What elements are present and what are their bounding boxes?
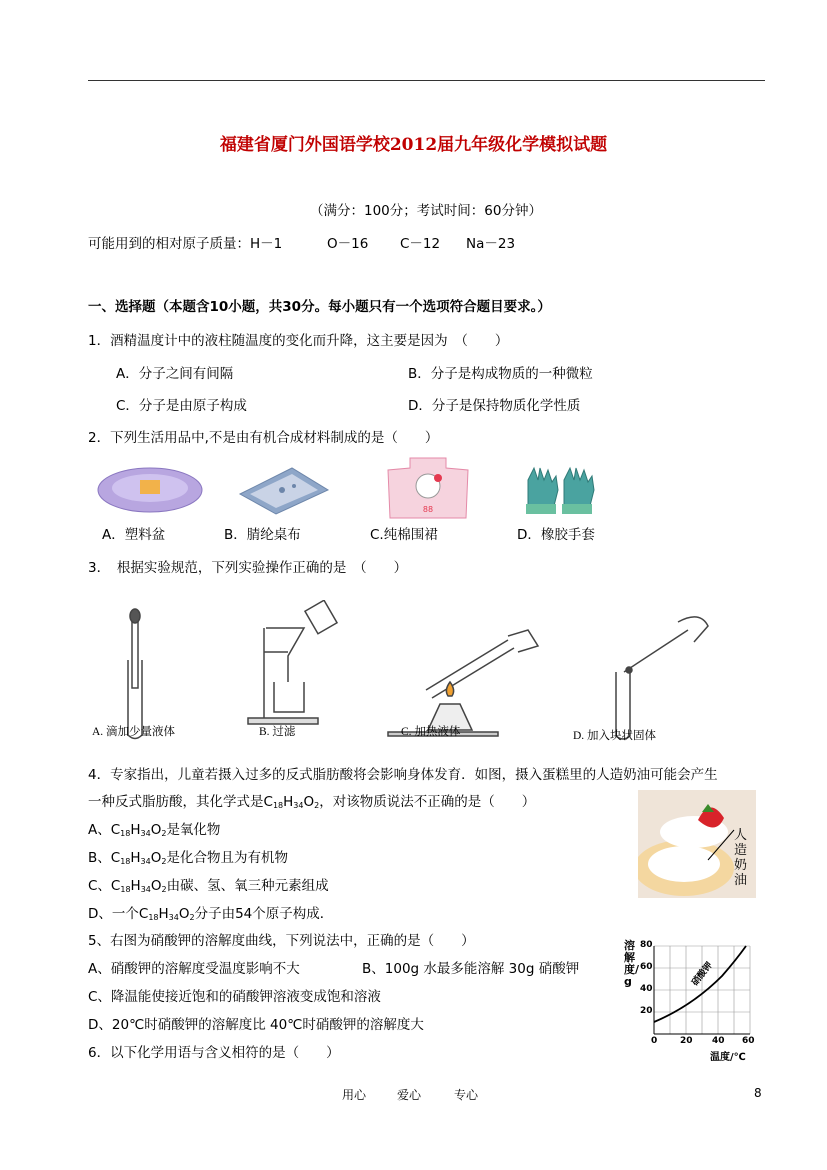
- q3-option-a: A. 滴加少量液体: [92, 726, 176, 738]
- curve-label: 硝酸钾: [690, 960, 715, 989]
- q5-option-d: D、20℃时硝酸钾的溶解度比 40℃时硝酸钾的溶解度大: [88, 1017, 424, 1033]
- x-tick-20: 20: [680, 1036, 693, 1046]
- q5-option-a: A、硝酸钾的溶解度受温度影响不大: [88, 961, 300, 977]
- y-tick-60: 60: [640, 962, 653, 972]
- header-rule: [88, 80, 765, 81]
- x-tick-40: 40: [712, 1036, 725, 1046]
- y-tick-80: 80: [640, 940, 653, 950]
- q4-option-d: D、一个$C_{18}H_{34}O_2$分子由54个原子构成．: [88, 906, 334, 922]
- footer-item-2: 爱心: [397, 1088, 422, 1102]
- q5-option-b: B、100g 水最多能溶解 30g 硝酸钾: [362, 961, 580, 977]
- exam-title: 福建省厦门外国语学校2012届九年级化学模拟试题: [219, 135, 608, 155]
- q5-stem: 5、右图为硝酸钾的溶解度曲线，下列说法中，正确的是（ ）: [88, 933, 475, 949]
- q1-option-d: D．分子是保持物质化学性质: [408, 398, 581, 414]
- cake-label: 人造奶油: [734, 828, 748, 888]
- section-heading: 一、选择题（本题含10小题，共30分。每小题只有一个选项符合题目要求。）: [88, 299, 551, 315]
- q4-option-a: A、$C_{18}H_{34}O_2$是氧化物: [88, 822, 221, 838]
- y-tick-40: 40: [640, 984, 653, 994]
- q1-option-c: C．分子是由原子构成: [116, 398, 247, 414]
- q2-option-d: D．橡胶手套: [517, 527, 595, 543]
- q2-option-a: A．塑料盆: [102, 527, 166, 543]
- plastic-basin-image: [96, 462, 204, 516]
- q3-option-d: D. 加入块状固体: [573, 730, 657, 742]
- y-tick-20: 20: [640, 1006, 653, 1016]
- q3-option-c: C. 加热液体: [401, 726, 461, 738]
- q2-option-c: C.纯棉围裙: [370, 527, 438, 543]
- page-number: 8: [754, 1086, 762, 1100]
- q1-stem: 1．酒精温度计中的液柱随温度的变化而升降，这主要是因为 （ ）: [88, 333, 509, 349]
- q4-stem-line1: 4．专家指出，儿童若摄入过多的反式脂肪酸将会影响身体发育．如图，摄入蛋糕里的人造奶油可能会产生: [88, 767, 718, 783]
- atomic-mass-na: Na－23: [466, 236, 516, 252]
- score-time: （满分：100分；考试时间：60分钟）: [310, 203, 542, 219]
- rubber-gloves-image: [520, 462, 602, 516]
- q2-stem: 2．下列生活用品中,不是由有机合成材料制成的是（ ）: [88, 430, 439, 446]
- cake-image: [638, 790, 756, 898]
- q4-option-b: B、$C_{18}H_{34}O_2$是化合物且为有机物: [88, 850, 288, 866]
- acrylic-tablecloth-image: [232, 462, 332, 517]
- q1-option-a: A．分子之间有间隔: [116, 366, 234, 382]
- q4-stem-line2: 一种反式脂肪酸，其化学式是$C_{18}H_{34}O_2$，对该物质说法不正确的是（ ）: [88, 794, 536, 810]
- svg-text:88: 88: [422, 505, 434, 514]
- solubility-chart: [622, 940, 762, 1062]
- q4-option-c: C、$C_{18}H_{34}O_2$由碳、氢、氧三种元素组成: [88, 878, 329, 894]
- atomic-mass-h: 可能用到的相对原子质量：H－1: [88, 236, 283, 252]
- atomic-mass-c: C－12: [400, 236, 441, 252]
- x-tick-60: 60: [742, 1036, 755, 1046]
- q6-stem: 6．以下化学用语与含义相符的是（ ）: [88, 1045, 340, 1061]
- cotton-apron-image: [382, 456, 474, 520]
- q2-option-b: B．腈纶桌布: [224, 527, 301, 543]
- chart-xlabel: 温度/℃: [710, 1052, 746, 1063]
- atomic-mass-o: O－16: [327, 236, 369, 252]
- x-tick-0: 0: [651, 1036, 658, 1046]
- chart-ylabel: 溶解度/g: [624, 939, 640, 988]
- q3-stem: 3． 根据实验规范，下列实验操作正确的是 （ ）: [88, 560, 408, 576]
- q1-option-b: B．分子是构成物质的一种微粒: [408, 366, 593, 382]
- footer-item-3: 专心: [454, 1088, 479, 1102]
- footer-item-1: 用心: [342, 1088, 367, 1102]
- q5-option-c: C、降温能使接近饱和的硝酸钾溶液变成饱和溶液: [88, 989, 381, 1005]
- q3-option-b: B. 过滤: [259, 726, 296, 738]
